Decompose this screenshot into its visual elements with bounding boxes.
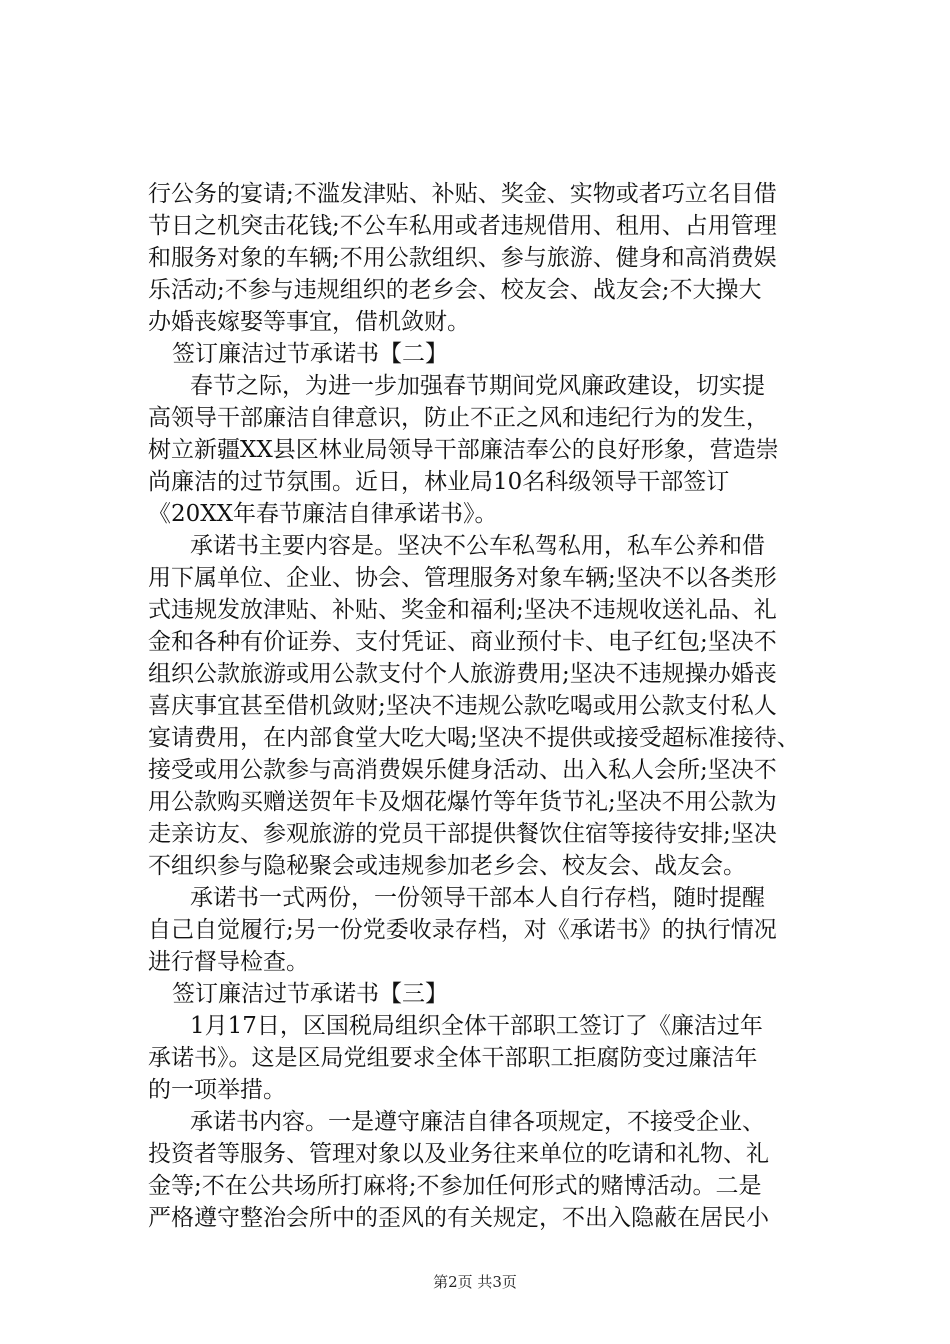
line-1: 行公务的宴请;不滥发津贴、补贴、奖金、实物或者巧立名目借 <box>148 181 777 207</box>
line-8: 高领导干部廉洁自律意识，防止不正之风和违纪行为的发生， <box>148 405 769 431</box>
page-footer: 第2页 共3页 <box>433 1273 517 1291</box>
line-30: 承诺书内容。一是遵守廉洁自律各项规定，不接受企业、 <box>190 1109 765 1135</box>
line-4: 乐活动;不参与违规组织的老乡会、校友会、战友会;不大操大 <box>148 277 762 303</box>
line-18: 宴请费用，在内部食堂大吃大喝;坚决不提供或接受超标准接待、 <box>148 725 800 751</box>
line-15: 金和各种有价证券、支付凭证、商业预付卡、电子红包;坚决不 <box>148 629 777 655</box>
line-31: 投资者等服务、管理对象以及业务往来单位的吃请和礼物、礼 <box>148 1141 769 1167</box>
line-12: 承诺书主要内容是。坚决不公车私驾私用，私车公养和借 <box>190 533 765 559</box>
line-19: 接受或用公款参与高消费娱乐健身活动、出入私人会所;坚决不 <box>148 757 777 783</box>
line-28: 承诺书》。这是区局党组要求全体干部职工拒腐防变过廉洁年 <box>148 1045 758 1071</box>
line-24: 自己自觉履行;另一份党委收录存档，对《承诺书》的执行情况 <box>148 917 777 943</box>
line-7: 春节之际，为进一步加强春节期间党风廉政建设，切实提 <box>190 373 765 399</box>
section-heading-3: 签订廉洁过节承诺书【三】 <box>172 981 448 1007</box>
line-27: 1月17日，区国税局组织全体干部职工签订了《廉洁过年 <box>190 1013 763 1039</box>
line-20: 用公款购买赠送贺年卡及烟花爆竹等年货节礼;坚决不用公款为 <box>148 789 777 815</box>
line-22: 不组织参与隐秘聚会或违规参加老乡会、校友会、战友会。 <box>148 853 746 879</box>
line-29: 的一项举措。 <box>148 1077 286 1103</box>
line-25: 进行督导检查。 <box>148 949 309 975</box>
line-32: 金等;不在公共场所打麻将;不参加任何形式的赌博活动。二是 <box>148 1173 762 1199</box>
line-17: 喜庆事宜甚至借机敛财;坚决不违规公款吃喝或用公款支付私人 <box>148 693 777 719</box>
line-5: 办婚丧嫁娶等事宜，借机敛财。 <box>148 309 470 335</box>
line-11: 《20XX年春节廉洁自律承诺书》。 <box>148 501 498 527</box>
line-10: 尚廉洁的过节氛围。近日，林业局10名科级领导干部签订 <box>148 469 730 495</box>
line-23: 承诺书一式两份，一份领导干部本人自行存档，随时提醒 <box>190 885 765 911</box>
line-13: 用下属单位、企业、协会、管理服务对象车辆;坚决不以各类形 <box>148 565 777 591</box>
line-2: 节日之机突击花钱;不公车私用或者违规借用、租用、占用管理 <box>148 213 777 239</box>
line-21: 走亲访友、参观旅游的党员干部提供餐饮住宿等接待安排;坚决 <box>148 821 777 847</box>
line-9: 树立新疆XX县区林业局领导干部廉洁奉公的良好形象，营造崇 <box>148 437 779 463</box>
line-3: 和服务对象的车辆;不用公款组织、参与旅游、健身和高消费娱 <box>148 245 777 271</box>
line-33: 严格遵守整治会所中的歪风的有关规定，不出入隐蔽在居民小 <box>148 1205 769 1231</box>
section-heading-2: 签订廉洁过节承诺书【二】 <box>172 341 448 367</box>
line-16: 组织公款旅游或用公款支付个人旅游费用;坚决不违规操办婚丧 <box>148 661 777 687</box>
line-14: 式违规发放津贴、补贴、奖金和福利;坚决不违规收送礼品、礼 <box>148 597 777 623</box>
